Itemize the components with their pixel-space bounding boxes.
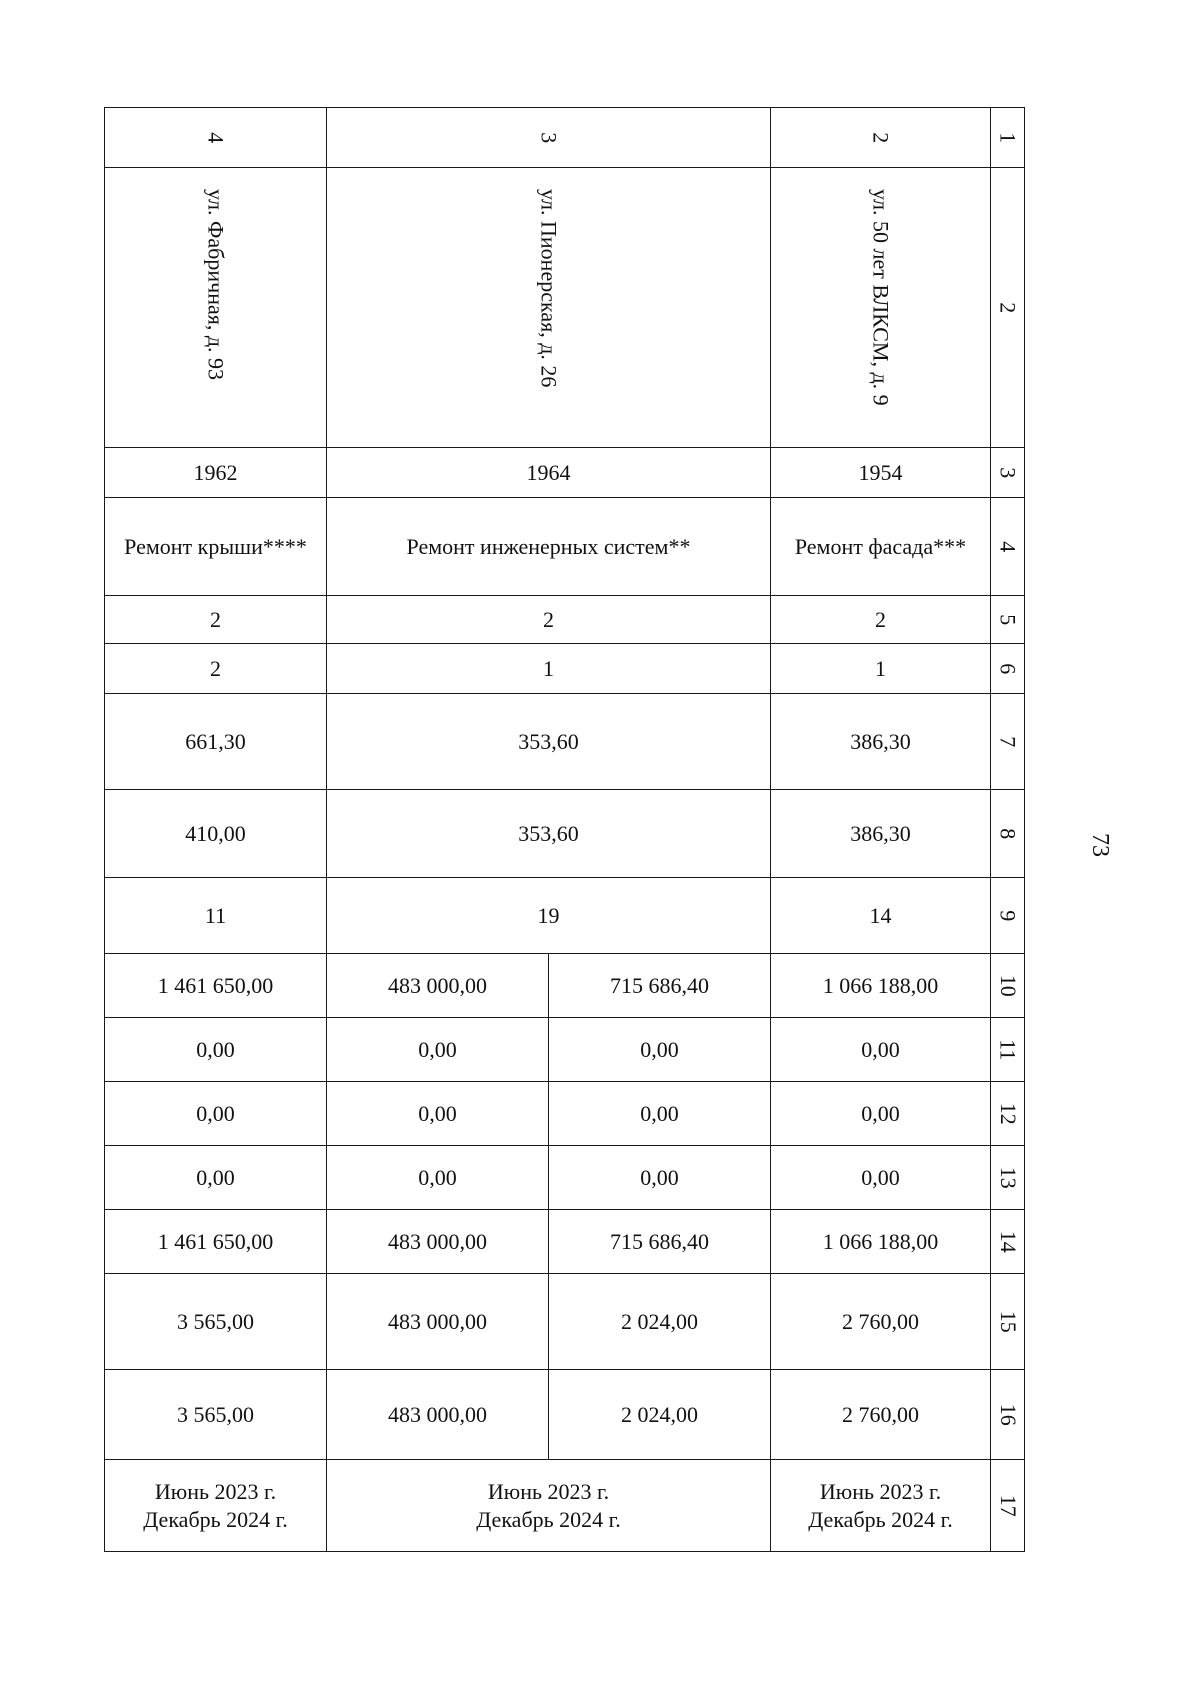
- row-col-17: [105, 1460, 1025, 1552]
- period-start: Июнь 2023 г.: [154, 1479, 277, 1504]
- period-start: Июнь 2023 г.: [487, 1479, 610, 1504]
- cell-value: 0,00: [105, 1082, 327, 1146]
- cell-year: 1954: [771, 448, 991, 498]
- row-col-1: [105, 108, 1025, 168]
- cell-address: ул. Фабричная, д. 93: [105, 168, 327, 448]
- cell-num: 4: [105, 108, 327, 168]
- cell-period: [105, 1460, 327, 1552]
- repair-schedule-table: [104, 107, 1025, 1552]
- column-number: 13: [991, 1146, 1025, 1210]
- cell-value: 2: [105, 596, 327, 644]
- cell-value: 410,00: [105, 790, 327, 878]
- cell-value: 1 066 188,00: [771, 954, 991, 1018]
- cell-value: 0,00: [105, 1146, 327, 1210]
- row-col-14: [105, 1210, 1025, 1274]
- cell-address: ул. 50 лет ВЛКСМ, д. 9: [771, 168, 991, 448]
- cell-value: 0,00: [771, 1018, 991, 1082]
- cell-value: 0,00: [327, 1082, 549, 1146]
- column-number: 10: [991, 954, 1025, 1018]
- cell-value: 19: [327, 878, 771, 954]
- column-number: 1: [991, 108, 1025, 168]
- cell-value: 2 760,00: [771, 1370, 991, 1460]
- row-col-11: [105, 1018, 1025, 1082]
- cell-work-type: Ремонт фасада***: [771, 498, 991, 596]
- cell-value: 2: [105, 644, 327, 694]
- column-number: 2: [991, 168, 1025, 448]
- column-number: 15: [991, 1274, 1025, 1370]
- row-col-7: [105, 694, 1025, 790]
- cell-value: 2: [327, 596, 771, 644]
- cell-num: 3: [327, 108, 771, 168]
- cell-value: 715 686,40: [549, 954, 771, 1018]
- column-number: 8: [991, 790, 1025, 878]
- row-col-2: [105, 168, 1025, 448]
- period-end: Декабрь 2024 г.: [476, 1506, 621, 1532]
- row-col-4: [105, 498, 1025, 596]
- cell-value: 0,00: [771, 1082, 991, 1146]
- period-end: Декабрь 2024 г.: [808, 1506, 953, 1532]
- cell-value: 2 760,00: [771, 1274, 991, 1370]
- cell-value: 386,30: [771, 694, 991, 790]
- column-number: 4: [991, 498, 1025, 596]
- cell-value: 2: [771, 596, 991, 644]
- row-col-6: [105, 644, 1025, 694]
- page-number: 73: [1087, 833, 1113, 857]
- cell-year: 1964: [327, 448, 771, 498]
- cell-num: 2: [771, 108, 991, 168]
- cell-value: 1: [771, 644, 991, 694]
- cell-value: 2 024,00: [549, 1274, 771, 1370]
- row-col-10: [105, 954, 1025, 1018]
- cell-value: 353,60: [327, 790, 771, 878]
- cell-value: 661,30: [105, 694, 327, 790]
- period-end: Декабрь 2024 г.: [143, 1506, 288, 1532]
- cell-value: 353,60: [327, 694, 771, 790]
- column-number: 5: [991, 596, 1025, 644]
- cell-value: 1 461 650,00: [105, 1210, 327, 1274]
- cell-value: 14: [771, 878, 991, 954]
- row-col-15: [105, 1274, 1025, 1370]
- row-col-12: [105, 1082, 1025, 1146]
- cell-value: 0,00: [327, 1018, 549, 1082]
- row-col-8: [105, 790, 1025, 878]
- cell-value: 3 565,00: [105, 1274, 327, 1370]
- column-number: 9: [991, 878, 1025, 954]
- column-number: 3: [991, 448, 1025, 498]
- row-col-9: [105, 878, 1025, 954]
- cell-value: 483 000,00: [327, 1370, 549, 1460]
- cell-value: 3 565,00: [105, 1370, 327, 1460]
- cell-value: 1: [327, 644, 771, 694]
- cell-year: 1962: [105, 448, 327, 498]
- column-number: 14: [991, 1210, 1025, 1274]
- cell-work-type: Ремонт инженерных систем**: [327, 498, 771, 596]
- column-number: 7: [991, 694, 1025, 790]
- cell-value: 483 000,00: [327, 954, 549, 1018]
- row-col-5: [105, 596, 1025, 644]
- cell-value: 2 024,00: [549, 1370, 771, 1460]
- column-number: 16: [991, 1370, 1025, 1460]
- cell-value: 0,00: [771, 1146, 991, 1210]
- column-number: 11: [991, 1018, 1025, 1082]
- row-col-13: [105, 1146, 1025, 1210]
- cell-value: 715 686,40: [549, 1210, 771, 1274]
- cell-value: 1 461 650,00: [105, 954, 327, 1018]
- row-col-16: [105, 1370, 1025, 1460]
- column-number: 12: [991, 1082, 1025, 1146]
- period-start: Июнь 2023 г.: [819, 1479, 942, 1504]
- cell-value: 483 000,00: [327, 1274, 549, 1370]
- cell-period: [327, 1460, 771, 1552]
- cell-address: ул. Пионерская, д. 26: [327, 168, 771, 448]
- column-number: 6: [991, 644, 1025, 694]
- column-number: 17: [991, 1460, 1025, 1552]
- cell-work-type: Ремонт крыши****: [105, 498, 327, 596]
- cell-value: 0,00: [549, 1082, 771, 1146]
- cell-value: 483 000,00: [327, 1210, 549, 1274]
- cell-period: [771, 1460, 991, 1552]
- cell-value: 0,00: [549, 1018, 771, 1082]
- cell-value: 11: [105, 878, 327, 954]
- cell-value: 0,00: [105, 1018, 327, 1082]
- row-col-3: [105, 448, 1025, 498]
- cell-value: 386,30: [771, 790, 991, 878]
- cell-value: 0,00: [549, 1146, 771, 1210]
- cell-value: 1 066 188,00: [771, 1210, 991, 1274]
- cell-value: 0,00: [327, 1146, 549, 1210]
